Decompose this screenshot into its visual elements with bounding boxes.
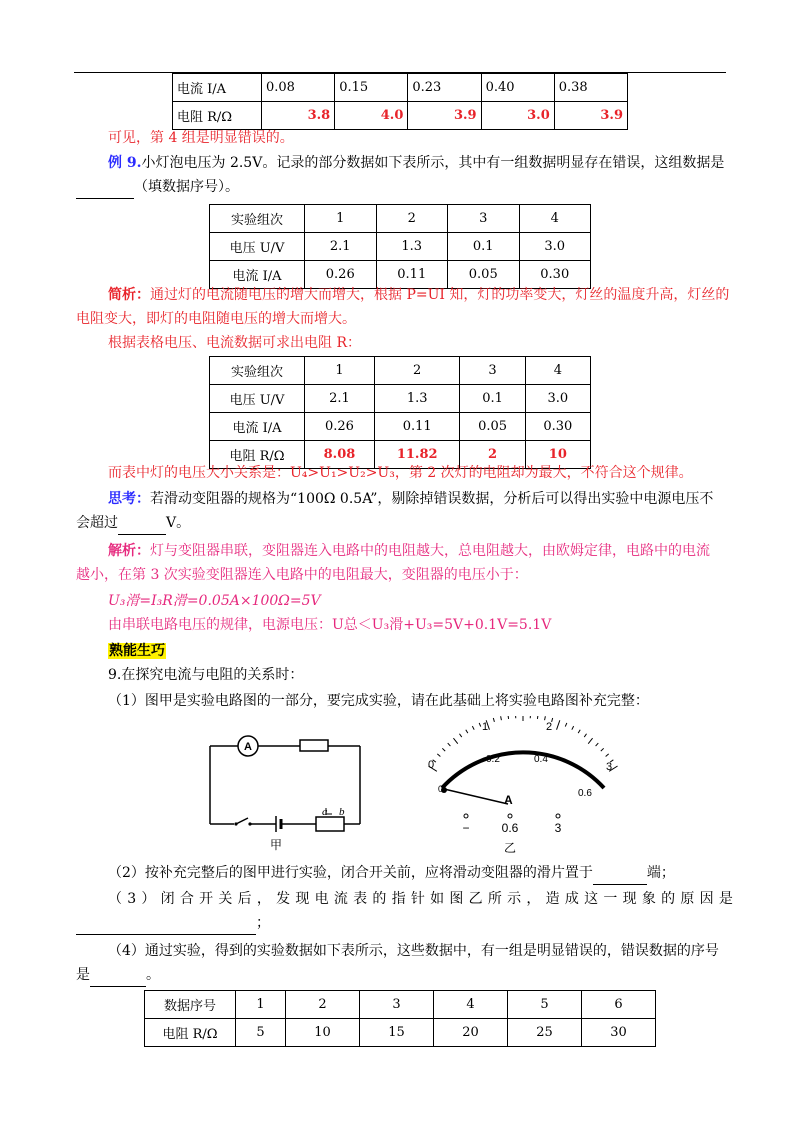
header-cell: 1 bbox=[305, 205, 377, 233]
dial-tick bbox=[606, 754, 609, 757]
answer-blank[interactable] bbox=[118, 512, 166, 535]
q9-part3: （ 3 ） 闭 合 开 关 后 ， 发 现 电 流 表 的 指 针 如 图 乙 所 示 ， 造 成 这 一 现 象 的 原 因 是 bbox=[108, 891, 734, 907]
terminal-0.6: 0.6 bbox=[501, 821, 519, 835]
scale-outer-2: 2 bbox=[546, 721, 553, 733]
header-cell: 3 bbox=[360, 991, 434, 1019]
dial-tick bbox=[466, 730, 468, 733]
header-cell: 2 bbox=[286, 991, 360, 1019]
scale-outer-3: 3 bbox=[606, 761, 613, 773]
solution-tag: 解析： bbox=[108, 543, 150, 559]
think-text: V。 bbox=[166, 515, 191, 531]
cell: 0.08 bbox=[262, 74, 335, 102]
analysis-line3: 根据表格电压、电流数据可求出电阻 R： bbox=[108, 335, 361, 351]
cell: 5 bbox=[236, 1019, 286, 1047]
cell: 20 bbox=[434, 1019, 508, 1047]
header-cell: 3 bbox=[448, 205, 520, 233]
example-tag: 例 9. bbox=[108, 155, 142, 171]
q9-part1: （1）图甲是实验电路图的一部分，要完成实验，请在此基础上将实验电路图补充完整： bbox=[108, 693, 649, 709]
q9-text: 。 bbox=[146, 967, 160, 983]
practice-heading bbox=[108, 640, 166, 662]
solution-line2: 越小，在第 3 次实验变阻器连入电路中的电阻最大，变阻器的电压小于： bbox=[76, 567, 528, 583]
terminal-minus: − bbox=[462, 821, 470, 835]
header-cell: 实验组次 bbox=[210, 357, 305, 385]
cell: 3.9 bbox=[408, 102, 481, 130]
analysis-line4: 而表中灯的电压大小关系是：U₄>U₁>U₂>U₃，第 2 次灯的电阻却为最大，不符合这个规律。 bbox=[108, 465, 693, 481]
cell: 0.26 bbox=[305, 261, 377, 289]
cell: 0.15 bbox=[335, 74, 408, 102]
cell: 15 bbox=[360, 1019, 434, 1047]
answer-blank[interactable] bbox=[90, 964, 146, 987]
q9-text: 是 bbox=[76, 967, 90, 983]
resistor-icon bbox=[300, 740, 328, 751]
q9-table bbox=[144, 990, 656, 1047]
q9-part2 bbox=[108, 862, 675, 885]
cell: 0.11 bbox=[374, 413, 460, 441]
cell: 10 bbox=[525, 441, 590, 469]
answer-blank[interactable] bbox=[76, 912, 256, 935]
q9-text: ； bbox=[256, 915, 270, 931]
header-cell: 2 bbox=[374, 357, 460, 385]
cell: 0.30 bbox=[519, 261, 591, 289]
cell: 30 bbox=[581, 1019, 655, 1047]
scale-inner-3: 0.6 bbox=[578, 788, 592, 799]
dial-tick bbox=[508, 716, 509, 719]
example9-result-table bbox=[209, 356, 591, 469]
q9-title: 9.在探究电流与电阻的关系时： bbox=[108, 667, 304, 683]
dial-unit: A bbox=[504, 793, 513, 807]
scale-inner-1: 0.2 bbox=[486, 754, 500, 765]
solution-text: 灯与变阻器串联，变阻器连入电路中的电阻越大，总电阻越大，由欧姆定律，电路中的电流 bbox=[150, 543, 710, 559]
figure-caption-b: 乙 bbox=[503, 841, 517, 855]
row-label: 电压 U/V bbox=[210, 233, 305, 261]
practice-badge: 熟能生巧 bbox=[109, 643, 165, 659]
example-text: （填数据序号）。 bbox=[134, 179, 239, 195]
analysis-line1 bbox=[108, 284, 729, 306]
header-cell: 3 bbox=[460, 357, 525, 385]
dial-tick bbox=[545, 716, 546, 720]
cell: 4.0 bbox=[335, 102, 408, 130]
dial-tick bbox=[578, 730, 580, 733]
q9-part4-answer bbox=[76, 964, 160, 987]
example9-line2 bbox=[76, 176, 239, 199]
needle bbox=[444, 789, 508, 804]
cell: 1.3 bbox=[374, 385, 460, 413]
dial-tick bbox=[557, 720, 560, 729]
cell: 3.0 bbox=[525, 385, 590, 413]
ammeter-dial bbox=[418, 716, 624, 856]
cell: 3.8 bbox=[262, 102, 335, 130]
analysis-line2: 电阻变大，即灯的电阻随电压的增大而增大。 bbox=[76, 311, 356, 327]
think-line1 bbox=[108, 488, 713, 510]
top-table bbox=[172, 73, 628, 130]
dial-tick bbox=[442, 748, 445, 751]
dial-tick bbox=[453, 738, 457, 743]
cell: 0.1 bbox=[460, 385, 525, 413]
cell: 2.1 bbox=[305, 233, 377, 261]
dial-tick bbox=[565, 723, 567, 727]
row-label: 电阻 R/Ω bbox=[210, 441, 305, 469]
cell: 1.3 bbox=[376, 233, 448, 261]
dial-tick bbox=[584, 734, 586, 737]
cell: 0.11 bbox=[376, 261, 448, 289]
dial-tick bbox=[588, 738, 592, 743]
think-line2 bbox=[76, 512, 190, 535]
cell: 0.30 bbox=[525, 413, 590, 441]
ammeter-symbol: A bbox=[244, 741, 252, 753]
solution-line4: 由串联电路电压的规律，电源电压：U总＜U₃滑+U₃=5V+0.1V=5.1V bbox=[108, 617, 552, 633]
cell: 3.0 bbox=[481, 102, 554, 130]
cell: 2.1 bbox=[305, 385, 375, 413]
dial-tick bbox=[572, 726, 574, 730]
scale-outer-1: 1 bbox=[482, 721, 489, 733]
dial-tick bbox=[459, 734, 461, 737]
analysis-tag: 简析： bbox=[108, 287, 150, 303]
conclusion-top: 可见，第 4 组是明显错误的。 bbox=[108, 130, 294, 146]
dial-tick bbox=[537, 716, 538, 719]
row-label: 电流 I/A bbox=[210, 413, 305, 441]
cell: 0.05 bbox=[448, 261, 520, 289]
answer-blank[interactable] bbox=[593, 862, 647, 885]
rheostat-icon bbox=[316, 817, 344, 831]
row-label: 电压 U/V bbox=[210, 385, 305, 413]
dial-tick bbox=[437, 754, 440, 757]
cell: 25 bbox=[508, 1019, 582, 1047]
header-cell: 4 bbox=[519, 205, 591, 233]
cell: 3.9 bbox=[554, 102, 627, 130]
rheostat-a: a bbox=[322, 806, 328, 818]
solution-line3: U₃滑=I₃R滑=0.05A×100Ω=5V bbox=[108, 593, 321, 609]
header-cell: 4 bbox=[525, 357, 590, 385]
scale-inner-2: 0.4 bbox=[534, 754, 548, 765]
cell: 11.82 bbox=[374, 441, 460, 469]
analysis-text: 通过灯的电流随电压的增大而增大，根据 P=UI 知，灯的功率变大，灯丝的温度升高，灯丝的 bbox=[150, 287, 730, 303]
dial-tick bbox=[479, 723, 481, 727]
cell: 0.40 bbox=[481, 74, 554, 102]
header-cell: 4 bbox=[434, 991, 508, 1019]
cell: 0.26 bbox=[305, 413, 375, 441]
cell: 10 bbox=[286, 1019, 360, 1047]
row-label: 电流 I/A bbox=[173, 74, 262, 102]
header-cell: 5 bbox=[508, 991, 582, 1019]
dial-tick bbox=[601, 748, 604, 751]
cell: 0.38 bbox=[554, 74, 627, 102]
cell: 0.1 bbox=[448, 233, 520, 261]
header-cell: 1 bbox=[305, 357, 375, 385]
cell: 3.0 bbox=[519, 233, 591, 261]
header-cell: 数据序号 bbox=[145, 991, 236, 1019]
cell: 0.23 bbox=[408, 74, 481, 102]
circuit-diagram bbox=[208, 728, 368, 854]
q9-part3-answer bbox=[76, 912, 270, 935]
row-label: 电阻 R/Ω bbox=[145, 1019, 236, 1047]
dial-tick bbox=[493, 718, 494, 722]
header-cell: 1 bbox=[236, 991, 286, 1019]
header-cell: 6 bbox=[581, 991, 655, 1019]
q9-text: （2）按补充完整后的图甲进行实验，闭合开关前，应将滑动变阻器的滑片置于 bbox=[108, 865, 593, 881]
example-text: 小灯泡电压为 2.5V。记录的部分数据如下表所示，其中有一组数据明显存在错误，这组数据是 bbox=[141, 155, 725, 171]
cell: 8.08 bbox=[305, 441, 375, 469]
dial-tick bbox=[501, 716, 502, 720]
dial-tick bbox=[596, 743, 599, 746]
answer-blank[interactable] bbox=[76, 176, 134, 199]
row-label: 电流 I/A bbox=[210, 261, 305, 289]
example9-table bbox=[209, 204, 591, 289]
row-label: 电阻 R/Ω bbox=[173, 102, 262, 130]
example9-line1 bbox=[108, 152, 724, 174]
dial-tick bbox=[448, 743, 451, 746]
terminal-3: 3 bbox=[554, 821, 562, 835]
cell: 2 bbox=[460, 441, 525, 469]
header-cell: 2 bbox=[376, 205, 448, 233]
q9-text: 端； bbox=[646, 865, 675, 881]
scale-outer-0: 0 bbox=[428, 759, 435, 771]
think-text: 若滑动变阻器的规格为“100Ω 0.5A”，剔除掉错误数据，分析后可以得出实验中电源电压不 bbox=[150, 491, 714, 507]
figure-caption-a: 甲 bbox=[269, 838, 283, 852]
think-text: 会超过 bbox=[76, 515, 118, 531]
solution-line1 bbox=[108, 540, 710, 562]
q9-part4: （4）通过实验，得到的实验数据如下表所示，这些数据中，有一组是明显错误的，错误数据的序号 bbox=[108, 943, 719, 959]
dial-tick bbox=[472, 726, 474, 730]
think-tag: 思考： bbox=[108, 491, 150, 507]
cell: 0.05 bbox=[460, 413, 525, 441]
rheostat-b: b bbox=[339, 806, 345, 818]
scale-inner-0: 0 bbox=[438, 784, 444, 794]
header-cell: 实验组次 bbox=[210, 205, 305, 233]
